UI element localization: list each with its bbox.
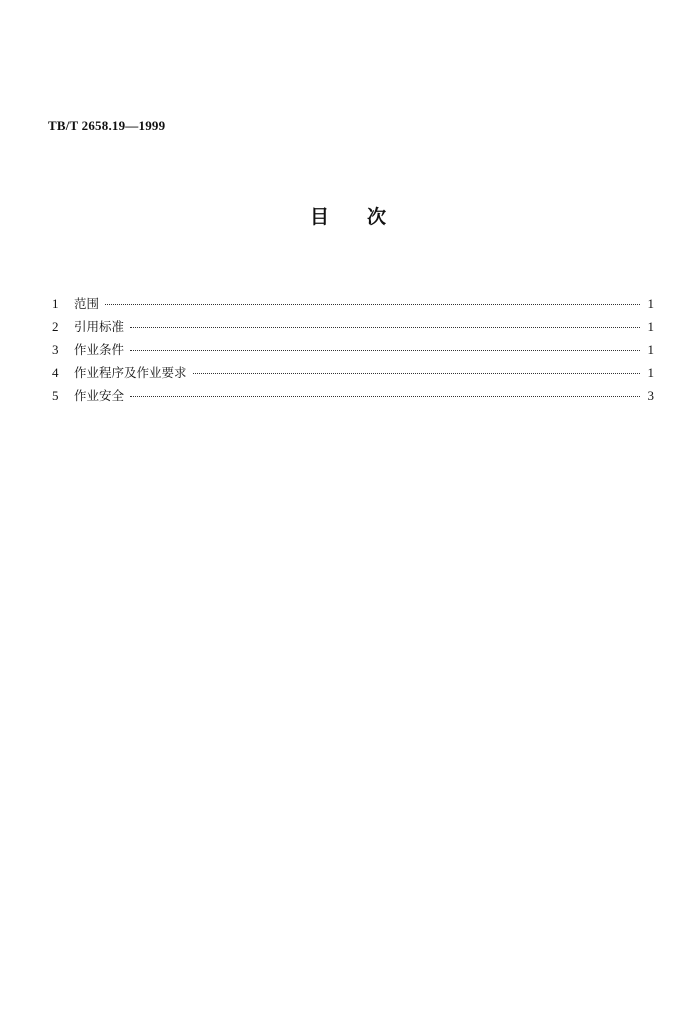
toc-entry-label: 作业程序及作业要求: [74, 365, 187, 380]
toc-entry[interactable]: [52, 340, 654, 363]
toc-entry-label: 作业安全: [74, 388, 125, 403]
toc-title: [0, 202, 696, 229]
toc-entry-page: 3: [647, 388, 654, 403]
toc-entry-label: 范围: [74, 296, 100, 311]
toc-dot-leader: [130, 350, 640, 351]
document-code: TB/T 2658.19—1999: [48, 118, 166, 133]
toc-entry-page: 1: [647, 365, 654, 380]
toc-entry-number: 5: [52, 388, 59, 403]
toc-entry-label: 作业条件: [74, 342, 125, 357]
toc-dot-leader: [130, 327, 640, 328]
toc-entry-number: 2: [52, 319, 59, 334]
toc-entry-page: 1: [647, 296, 654, 311]
toc-entry-page: 1: [647, 342, 654, 357]
toc-entry-label: 引用标准: [74, 319, 125, 334]
toc-dot-leader: [193, 373, 640, 374]
toc-title-char-1: 目: [309, 206, 329, 228]
toc-entry-number: 3: [52, 342, 59, 357]
toc-entry[interactable]: [52, 386, 654, 409]
toc-entry[interactable]: [52, 317, 654, 340]
toc-entry[interactable]: [52, 294, 654, 317]
toc-entry[interactable]: [52, 363, 654, 386]
toc-entry-page: 1: [647, 319, 654, 334]
toc-dot-leader: [105, 304, 640, 305]
toc-entry-number: 4: [52, 365, 59, 380]
toc-dot-leader: [130, 396, 640, 397]
toc-entry-number: 1: [52, 296, 59, 311]
toc-title-char-2: 次: [367, 206, 387, 228]
toc-list: [52, 294, 654, 409]
